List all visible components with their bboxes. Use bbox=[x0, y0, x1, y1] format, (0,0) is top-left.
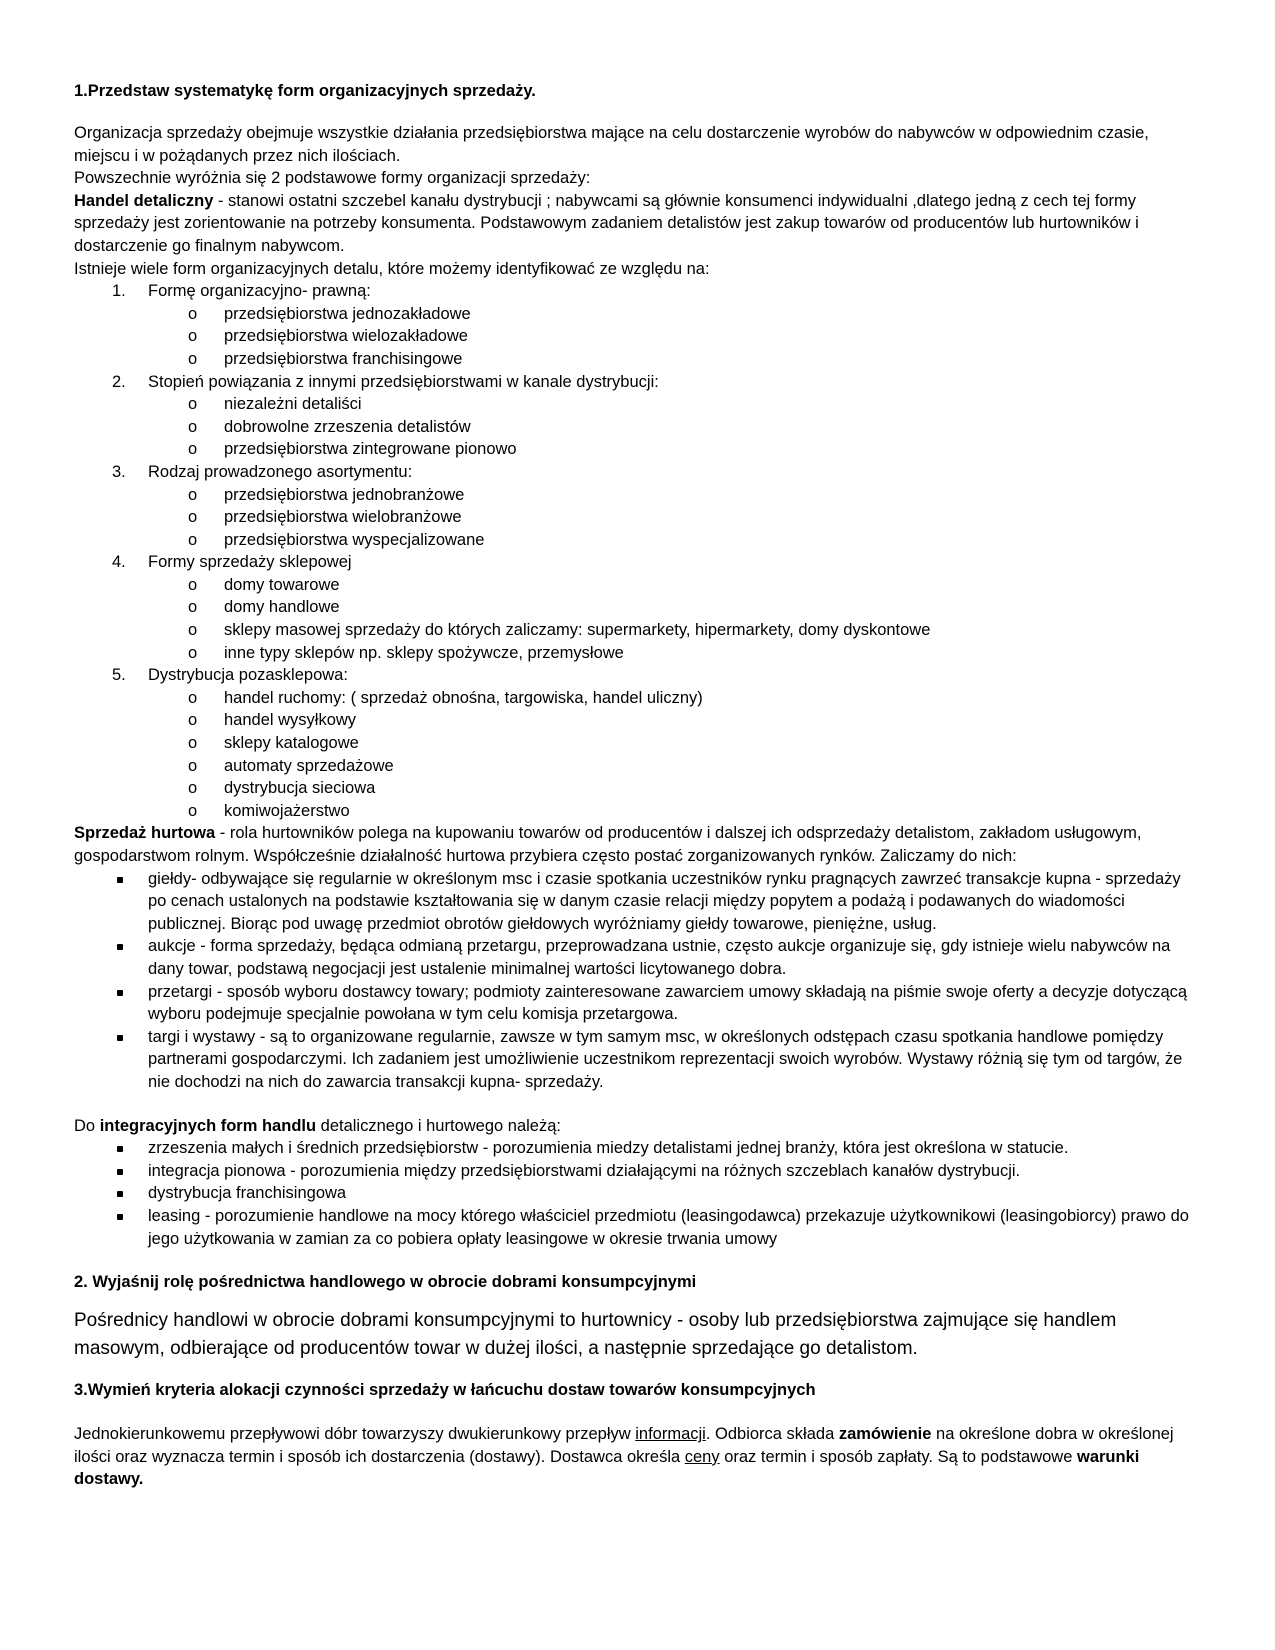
criteria-label: Dystrybucja pozasklepowa: bbox=[148, 666, 348, 685]
bullet-icon bbox=[117, 990, 123, 996]
sub-list bbox=[74, 393, 1202, 461]
criteria-label: Formę organizacyjno- prawną: bbox=[148, 282, 371, 301]
bullet-icon bbox=[117, 1169, 123, 1175]
sub-list bbox=[74, 687, 1202, 823]
market-item: przetargi - sposób wyboru dostawcy towary; podmioty zainteresowane zawarciem umowy składają na piśmie swoje oferty a decyzje dotyczącą wyboru podejmuje specjalnie powołana w tym celu komisja przetargowa. bbox=[74, 981, 1202, 1026]
integration-item: integracja pionowa - porozumienia między przedsiębiorstwami działającymi na różnych szczeblach kanałów dystrybucji. bbox=[74, 1160, 1202, 1183]
sub-list bbox=[74, 574, 1202, 664]
wholesale-term: Sprzedaż hurtowa bbox=[74, 824, 216, 843]
market-item: aukcje - forma sprzedaży, będąca odmianą przetargu, przeprowadzana ustnie, często aukcje organizuje się, gdy istnieje wielu nabywców na dany towar, podstawą negocjacji jest ustalenie minimalnej wartości licytowanego dobra. bbox=[74, 935, 1202, 980]
criteria-label: Formy sprzedaży sklepowej bbox=[148, 553, 352, 572]
criteria-item: 1. Formę organizacyjno- prawną: o przedsiębiorstwa jednozakładowe o przedsiębiorstwa wielozakładowe o przedsiębiorstwa franchisingowe bbox=[74, 280, 1202, 370]
retail-criteria-list bbox=[74, 280, 1202, 822]
sub-list-item: o automaty sprzedażowe bbox=[188, 756, 394, 775]
sub-list-item: o dystrybucja sieciowa bbox=[188, 779, 376, 798]
sub-list-item: o komiwojażerstwo bbox=[188, 801, 350, 820]
information-link[interactable]: informacji bbox=[635, 1425, 706, 1444]
sub-list-item: o przedsiębiorstwa wielozakładowe bbox=[188, 327, 468, 346]
integration-forms-list bbox=[74, 1137, 1202, 1250]
criteria-item: 4. Formy sprzedaży sklepowej o domy towarowe o domy handlowe o sklepy masowej sprzedaży do których zaliczamy: supermarkety, hipermarkety, domy dyskontowe o inne typy sklepów np. sklepy spożywcze, przemysłowe bbox=[74, 551, 1202, 664]
sub-list-item: o przedsiębiorstwa wyspecjalizowane bbox=[188, 530, 485, 549]
sub-list-item: o przedsiębiorstwa wielobranżowe bbox=[188, 508, 462, 527]
sub-list bbox=[74, 303, 1202, 371]
sub-list-item: o przedsiębiorstwa franchisingowe bbox=[188, 349, 463, 368]
integration-term: integracyjnych form handlu bbox=[99, 1116, 317, 1135]
sub-list-item: o sklepy masowej sprzedaży do których zaliczamy: supermarkety, hipermarkety, domy dyskontowe bbox=[188, 621, 931, 640]
forms-count-paragraph: Powszechnie wyróżnia się 2 podstawowe formy organizacji sprzedaży: bbox=[74, 169, 591, 188]
sub-list-item: o handel wysyłkowy bbox=[188, 711, 357, 730]
question-3-answer: Jednokierunkowemu przepływowi dóbr towarzyszy dwukierunkowy przepływ informacji. Odbiorca składa zamówienie na określone dobra w określonej ilości oraz wyznacza termin i sposób ich dostarczenia (dostawy). Dostawca określa ceny oraz termin i sposób zapłaty. Są to podstawowe warunki dostawy. bbox=[74, 1425, 1174, 1489]
retail-forms-intro: Istnieje wiele form organizacyjnych detalu, które możemy identyfikować ze względu na: bbox=[74, 259, 710, 278]
document-page bbox=[74, 80, 1202, 1491]
sub-list bbox=[74, 484, 1202, 552]
market-item: giełdy- odbywające się regularnie w określonym msc i czasie spotkania uczestników rynku pragnących zawrzeć transakcje kupna - sprzedaży po cenach ustalonych na podstawie kształtowania się w danym czasie relacji między popytem a podażą i podawanych do wiadomości publicznej. Biorąc pod uwagę przedmiot obrotów giełdowych wyróżniamy giełdy towarowe, pieniężne, usług. bbox=[74, 868, 1202, 936]
bullet-icon bbox=[117, 877, 123, 883]
bullet-icon bbox=[117, 1146, 123, 1152]
question-3-heading: 3.Wymień kryteria alokacji czynności sprzedaży w łańcuchu dostaw towarów konsumpcyjnych bbox=[74, 1381, 816, 1400]
criteria-item: 3. Rodzaj prowadzonego asortymentu: o przedsiębiorstwa jednobranżowe o przedsiębiorstwa wielobranżowe o przedsiębiorstwa wyspecjalizowane bbox=[74, 461, 1202, 551]
market-item: targi i wystawy - są to organizowane regularnie, zawsze w tym samym msc, w określonych odstępach czasu spotkania handlowe pomiędzy partnerami gospodarczymi. Ich zadaniem jest umożliwienie uczestnikom reprezentacji swoich wyrobów. Wystawy różnią się tym od targów, że nie dochodzi na nich do zawarcia transakcji kupna- sprzedaży. bbox=[74, 1026, 1202, 1094]
retail-text: - stanowi ostatni szczebel kanału dystrybucji ; nabywcami są głównie konsumenci indywidualni ,dlatego jedną z cech tej formy sprzedaży jest zorientowanie na potrzeby konsumenta. Podstawowym zadaniem detalistów jest zakup towarów od producentów lub hurtowników i dostarczenie go finalnym nabywcom. bbox=[74, 191, 1139, 255]
integration-intro: Do integracyjnych form handlu detalicznego i hurtowego należą: bbox=[74, 1116, 561, 1135]
question-2-answer: Pośrednicy handlowi w obrocie dobrami konsumpcyjnymi to hurtownicy - osoby lub przedsiębiorstwa zajmujące się handlem masowym, odbierające od producentów towar w dużej ilości, a następnie sprzedające go detalistom. bbox=[74, 1310, 1117, 1360]
prices-link[interactable]: ceny bbox=[684, 1447, 720, 1466]
criteria-label: Rodzaj prowadzonego asortymentu: bbox=[148, 462, 413, 481]
integration-item: zrzeszenia małych i średnich przedsiębiorstw - porozumienia miedzy detalistami jednej branży, która jest określona w statucie. bbox=[74, 1137, 1202, 1160]
integration-item: leasing - porozumienie handlowe na mocy którego właściciel przedmiotu (leasingodawca) przekazuje użytkownikowi (leasingobiorcy) prawo do jego użytkowania w zamian za co pobiera opłaty leasingowe w okresie trwania umowy bbox=[74, 1205, 1202, 1250]
sub-list-item: o domy towarowe bbox=[188, 575, 340, 594]
intro-paragraph: Organizacja sprzedaży obejmuje wszystkie działania przedsiębiorstwa mające na celu dostarczenie wyrobów do nabywców w odpowiednim czasie, miejscu i w pożądanych przez nich ilościach. bbox=[74, 124, 1149, 165]
sub-list-item: o sklepy katalogowe bbox=[188, 734, 359, 753]
bullet-icon bbox=[117, 1191, 123, 1197]
sub-list-item: o przedsiębiorstwa jednozakładowe bbox=[188, 304, 471, 323]
sub-list-item: o inne typy sklepów np. sklepy spożywcze, przemysłowe bbox=[188, 643, 624, 662]
organized-markets-list bbox=[74, 868, 1202, 1094]
wholesale-paragraph bbox=[74, 822, 1202, 867]
retail-paragraph bbox=[74, 190, 1202, 258]
wholesale-text: - rola hurtowników polega na kupowaniu towarów od producentów i dalszej ich odsprzedaży detalistom, zakładom usługowym, gospodarstwom rolnym. Współcześnie działalność hurtowa przybiera często postać zorganizowanych rynków. Zaliczamy do nich: bbox=[74, 824, 1142, 865]
retail-term: Handel detaliczny bbox=[74, 191, 214, 210]
sub-list-item: o przedsiębiorstwa jednobranżowe bbox=[188, 485, 465, 504]
sub-list-item: o handel ruchomy: ( sprzedaż obnośna, targowiska, handel uliczny) bbox=[188, 688, 703, 707]
bullet-icon bbox=[117, 1035, 123, 1041]
bullet-icon bbox=[117, 944, 123, 950]
sub-list-item: o domy handlowe bbox=[188, 598, 340, 617]
criteria-item: 2. Stopień powiązania z innymi przedsiębiorstwami w kanale dystrybucji: o niezależni detaliści o dobrowolne zrzeszenia detalistów o przedsiębiorstwa zintegrowane pionowo bbox=[74, 371, 1202, 461]
sub-list-item: o przedsiębiorstwa zintegrowane pionowo bbox=[188, 440, 517, 459]
question-1-heading: 1.Przedstaw systematykę form organizacyjnych sprzedaży. bbox=[74, 82, 536, 100]
sub-list-item: o niezależni detaliści bbox=[188, 395, 362, 414]
integration-item: dystrybucja franchisingowa bbox=[74, 1182, 1202, 1205]
question-2-heading: 2. Wyjaśnij rolę pośrednictwa handlowego w obrocie dobrami konsumpcyjnymi bbox=[74, 1273, 697, 1292]
criteria-label: Stopień powiązania z innymi przedsiębiorstwami w kanale dystrybucji: bbox=[148, 372, 659, 391]
criteria-item: 5. Dystrybucja pozasklepowa: o handel ruchomy: ( sprzedaż obnośna, targowiska, handel uliczny) o handel wysyłkowy o sklepy katalogowe o automaty sprzedażowe o dystrybucja sieciowa o komiwojażerstwo bbox=[74, 664, 1202, 822]
sub-list-item: o dobrowolne zrzeszenia detalistów bbox=[188, 417, 471, 436]
bullet-icon bbox=[117, 1214, 123, 1220]
